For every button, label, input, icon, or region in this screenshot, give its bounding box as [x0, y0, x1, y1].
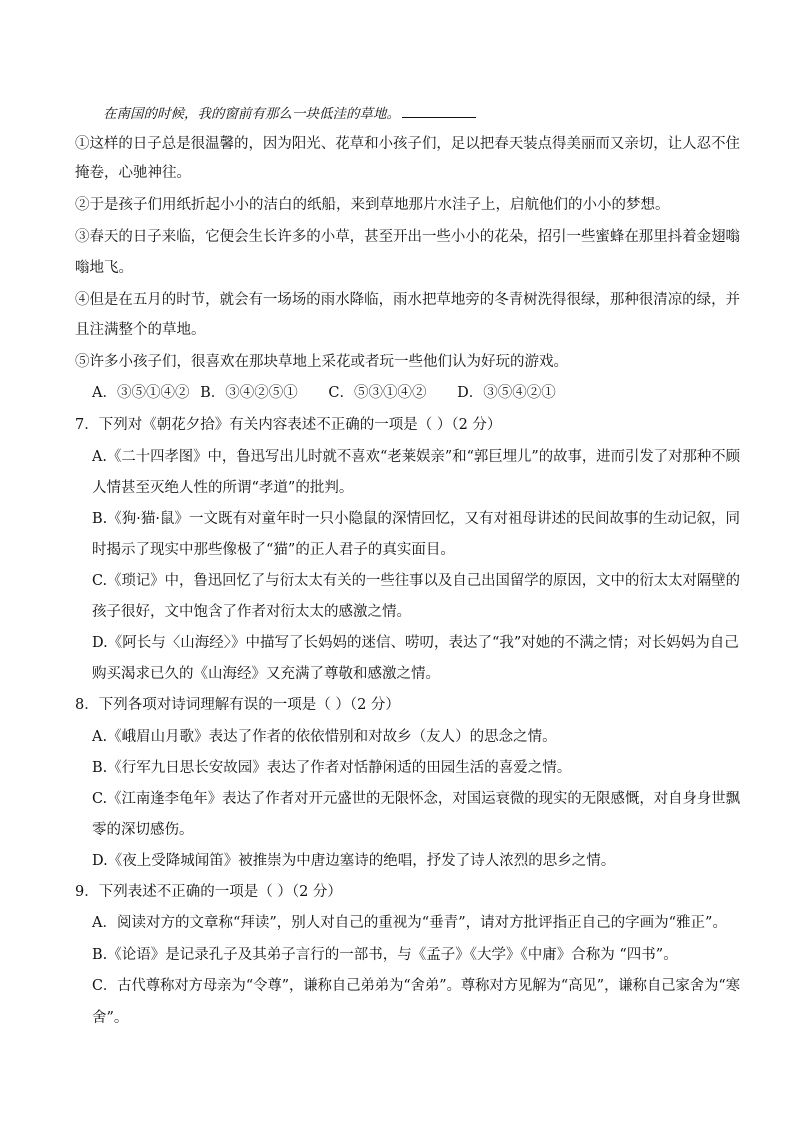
q6-option-b[interactable]: B．③④②⑤①: [200, 385, 298, 401]
answer-blank: [402, 105, 476, 118]
q9-stem: 9．下列表述不正确的一项是（ ）（2 分）: [75, 884, 342, 900]
q6-intro: 在南国的时候，我的窗前有那么一块低洼的草地。: [103, 106, 400, 122]
q6-sentence-3: ③春天的日子来临，它便会生长许多的小草，甚至开出一些小小的花朵，招引一些蜜蜂在那里抖着金翅嗡: [75, 229, 740, 245]
q9-option-c: C．古代尊称对方母亲为“令尊”，谦称自己弟弟为“舍弟”。尊称对方见解为“高见”，谦称自己家舍为“寒: [92, 978, 741, 994]
q7-option-a-cont: 人情甚至灭绝人性的所谓“孝道”的批判。: [92, 480, 354, 496]
q8-option-c-cont: 零的深切感伤。: [92, 822, 194, 838]
q6-option-a[interactable]: A．③⑤①④②: [92, 385, 190, 401]
q6-sentence-1-cont: 掩卷，心驰神往。: [75, 165, 191, 181]
q8-option-b: B.《行军九日思长安故园》表达了作者对恬静闲适的田园生活的喜爱之情。: [92, 760, 572, 776]
q6-sentence-1: ①这样的日子总是很温馨的，因为阳光、花草和小孩子们，足以把春天装点得美丽而又亲切，让人忍不住: [75, 136, 740, 152]
q6-sentence-3-cont: 嗡地飞。: [75, 260, 133, 276]
q9-option-a: A．阅读对方的文章称“拜读”，别人对自己的重视为“垂青”，请对方批评指正自己的字画为“雅正”。: [92, 915, 727, 931]
q9-option-b: B.《论语》是记录孔子及其弟子言行的一部书，与《孟子》《大学》《中庸》合称为 “四书”。: [92, 947, 678, 963]
q8-option-d: D.《夜上受降城闻笛》被推崇为中唐边塞诗的绝唱，抒发了诗人浓烈的思乡之情。: [92, 853, 616, 869]
q8-option-c: C.《江南逢李龟年》表达了作者对开元盛世的无限怀念，对国运衰微的现实的无限感慨，对自身身世飘: [92, 791, 741, 807]
q7-option-b: B.《狗·猫·鼠》一文既有对童年时一只小隐鼠的深情回忆，又有对祖母讲述的民间故事的生动记叙，同: [92, 511, 740, 527]
q7-option-b-cont: 时揭示了现实中那些像极了“猫”的正人君子的真实面目。: [92, 542, 455, 558]
q7-option-c-cont: 孩子很好，文中饱含了作者对衍太太的感激之情。: [92, 604, 411, 620]
q6-sentence-4: ④但是在五月的时节，就会有一场场的雨水降临，雨水把草地旁的冬青树洗得很绿，那种很清凉的绿，并: [75, 292, 740, 308]
q7-option-a: A.《二十四孝图》中，鲁迅写出儿时就不喜欢“老莱娱亲”和“郭巨埋儿”的故事，进而引发了对那种不顾: [92, 449, 740, 465]
q8-stem: 8．下列各项对诗词理解有误的一项是（ ）（2 分）: [75, 697, 400, 713]
q9-option-c-cont: 舍”。: [92, 1010, 129, 1026]
q7-option-c: C.《琐记》中，鲁迅回忆了与衍太太有关的一些往事以及自己出国留学的原因，文中的衍太太对隔壁的: [92, 573, 741, 589]
q7-option-d-cont: 购买渴求已久的《山海经》又充满了尊敬和感激之情。: [92, 666, 440, 682]
q6-sentence-4-cont: 且注满整个的草地。: [75, 322, 206, 338]
q6-option-d[interactable]: D．③⑤④②①: [457, 385, 556, 401]
q6-options: [92, 383, 570, 403]
q6-sentence-5: ⑤许多小孩子们，很喜欢在那块草地上采花或者玩一些他们认为好玩的游戏。: [75, 354, 568, 370]
q6-intro-line: [103, 104, 476, 124]
q7-option-d: D.《阿长与〈山海经〉》中描写了长妈妈的迷信、唠叨，表达了“我”对她的不满之情；对长妈妈为自己: [92, 635, 739, 651]
q7-stem: 7．下列对《朝花夕拾》有关内容表述不正确的一项是（ ）（2 分）: [75, 417, 502, 433]
q6-option-c[interactable]: C．⑤③①④②: [328, 385, 427, 401]
q8-option-a: A.《峨眉山月歌》表达了作者的依依惜别和对故乡（友人）的思念之情。: [92, 729, 557, 745]
q6-sentence-2: ②于是孩子们用纸折起小小的洁白的纸船，来到草地那片水洼子上，启航他们的小小的梦想。: [75, 197, 670, 213]
